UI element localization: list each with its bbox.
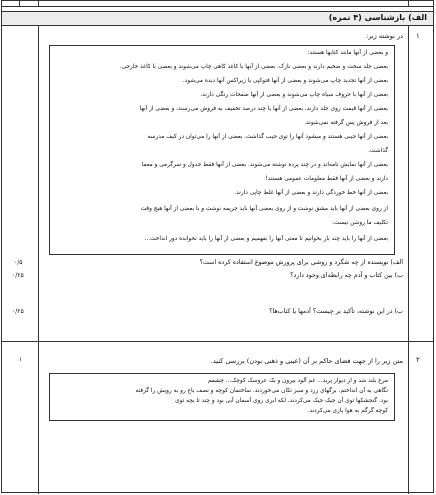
section-title: الف) بازشناسی (۴ نمره) <box>328 13 427 22</box>
question-number: ۲ <box>416 356 420 364</box>
question-divider <box>2 341 433 342</box>
question-prompt: متن زیر را از جهت فضای حاکم بر آن (عینی و ذهنی بودن) بررسی کنید. <box>210 357 403 365</box>
passage-box <box>49 373 395 421</box>
passage-line: بعضی از آنها قیمت روی جلد دارند. بعضی از آنها با چند درصد تخفیف به فروش می‌رسند، و بعضی از آنها <box>139 106 388 112</box>
passage-line: بعضی از آنها جیبی هستند و میشود آنها را توی جیب گذاشت. بعضی از آنها را می‌توان در کیف مدرسه <box>147 134 388 140</box>
score: ۱ <box>19 356 23 363</box>
passage-line: بعضی از آنها را باید چند بار بخوانیم تا معنی آنها را بفهمیم و بعضی از آنها را باید نخوانده دور انداخت... <box>144 236 388 242</box>
passage-line: بعضی از آنها نمایش نامه‌اند و در چند پرده نوشته می‌شوند. بعضی از آنها فقط جدول و سرگرمی و معما <box>141 162 388 168</box>
top-strip <box>2 1 433 7</box>
passage-line: بود. گنجشکها توی آن جیک جیک می‌کردند. لکه ابری روی آسمان آبی بود و چند تا بچه توی <box>175 398 388 404</box>
column-tick <box>408 1 409 7</box>
section-header <box>2 11 433 26</box>
sub-question: الف) نویسنده از چه شگرد و روشی برای پرورش موضوع استفاده کرده است؟ <box>199 259 403 266</box>
score: ۰/۲۵ <box>12 272 24 279</box>
passage-line: و بعضی از آنها مانند کتابها هستند: <box>307 50 388 56</box>
passage-line: مرغ بلند شد و از دیوار پرید... غم آلود بیرون و یک عروسک کوچک... چشمم <box>207 378 388 384</box>
passage-line: بعد از فروش پس گرفته نمی‌شوند. <box>304 120 388 126</box>
passage-line: بعضی از آنها تجدید چاپ می‌شوند و بعضی از آنها فتوکپی یا زیراکس آنها دیده می‌شود. <box>182 78 388 84</box>
passage-line: گذاشت. <box>368 148 388 154</box>
passage-box <box>49 45 395 255</box>
exam-page <box>1 0 434 493</box>
column-tick <box>19 1 20 7</box>
passage-line: از روی بعضی از آنها باید مشق نوشت و از روی بعضی آنها باید جریمه نوشت و با بعضی از آنها هیچ وقت <box>140 206 388 212</box>
score: ۰/۲۵ <box>12 308 24 315</box>
question-number: ۱ <box>416 32 420 40</box>
score-column-divider <box>38 26 39 494</box>
passage-line: بعضی از آنها با حروف سیاه چاپ می‌شوند و بعضی از آنها صفحات رنگی دارند. <box>200 92 388 98</box>
score: ۰/۵ <box>14 259 23 266</box>
question-prompt: در نوشته زیر: <box>366 32 403 40</box>
number-column-divider <box>408 26 409 494</box>
column-tick <box>38 1 39 7</box>
passage-line: بعضی جلد سخت و ضخیم دارند و بعضی نازک. بعضی از آنها با کاغذ کاهی چاپ می‌شوند و بعضی با کاغذ خارجی. <box>119 64 388 70</box>
sub-question: ب) بین کتاب و آدم چه رابطه‌ای وجود دارد؟ <box>290 272 403 279</box>
sub-question: ب) در این نوشته، تأکید بر چیست؟ آدمها یا کتاب‌ها؟ <box>269 308 403 315</box>
passage-line: بعضی از آنها خط خوردگی دارند و بعضی از آنها غلط چاپی دارند. <box>234 190 388 196</box>
passage-line: دارند و بعضی از آنها فقط معلومات عمومی هستند! <box>265 176 388 182</box>
passage-line: تکلیف ما روشن نیست. <box>332 220 388 226</box>
passage-line: کوچه گرگم به هوا بازی می‌کردند. <box>307 408 388 414</box>
passage-line: نگاهی به آن انداختم. برگهای زرد و سبز تکان می‌خوردند. ساختمان کوچه و نصف باغ رو به رویش را گرفته <box>135 388 388 394</box>
